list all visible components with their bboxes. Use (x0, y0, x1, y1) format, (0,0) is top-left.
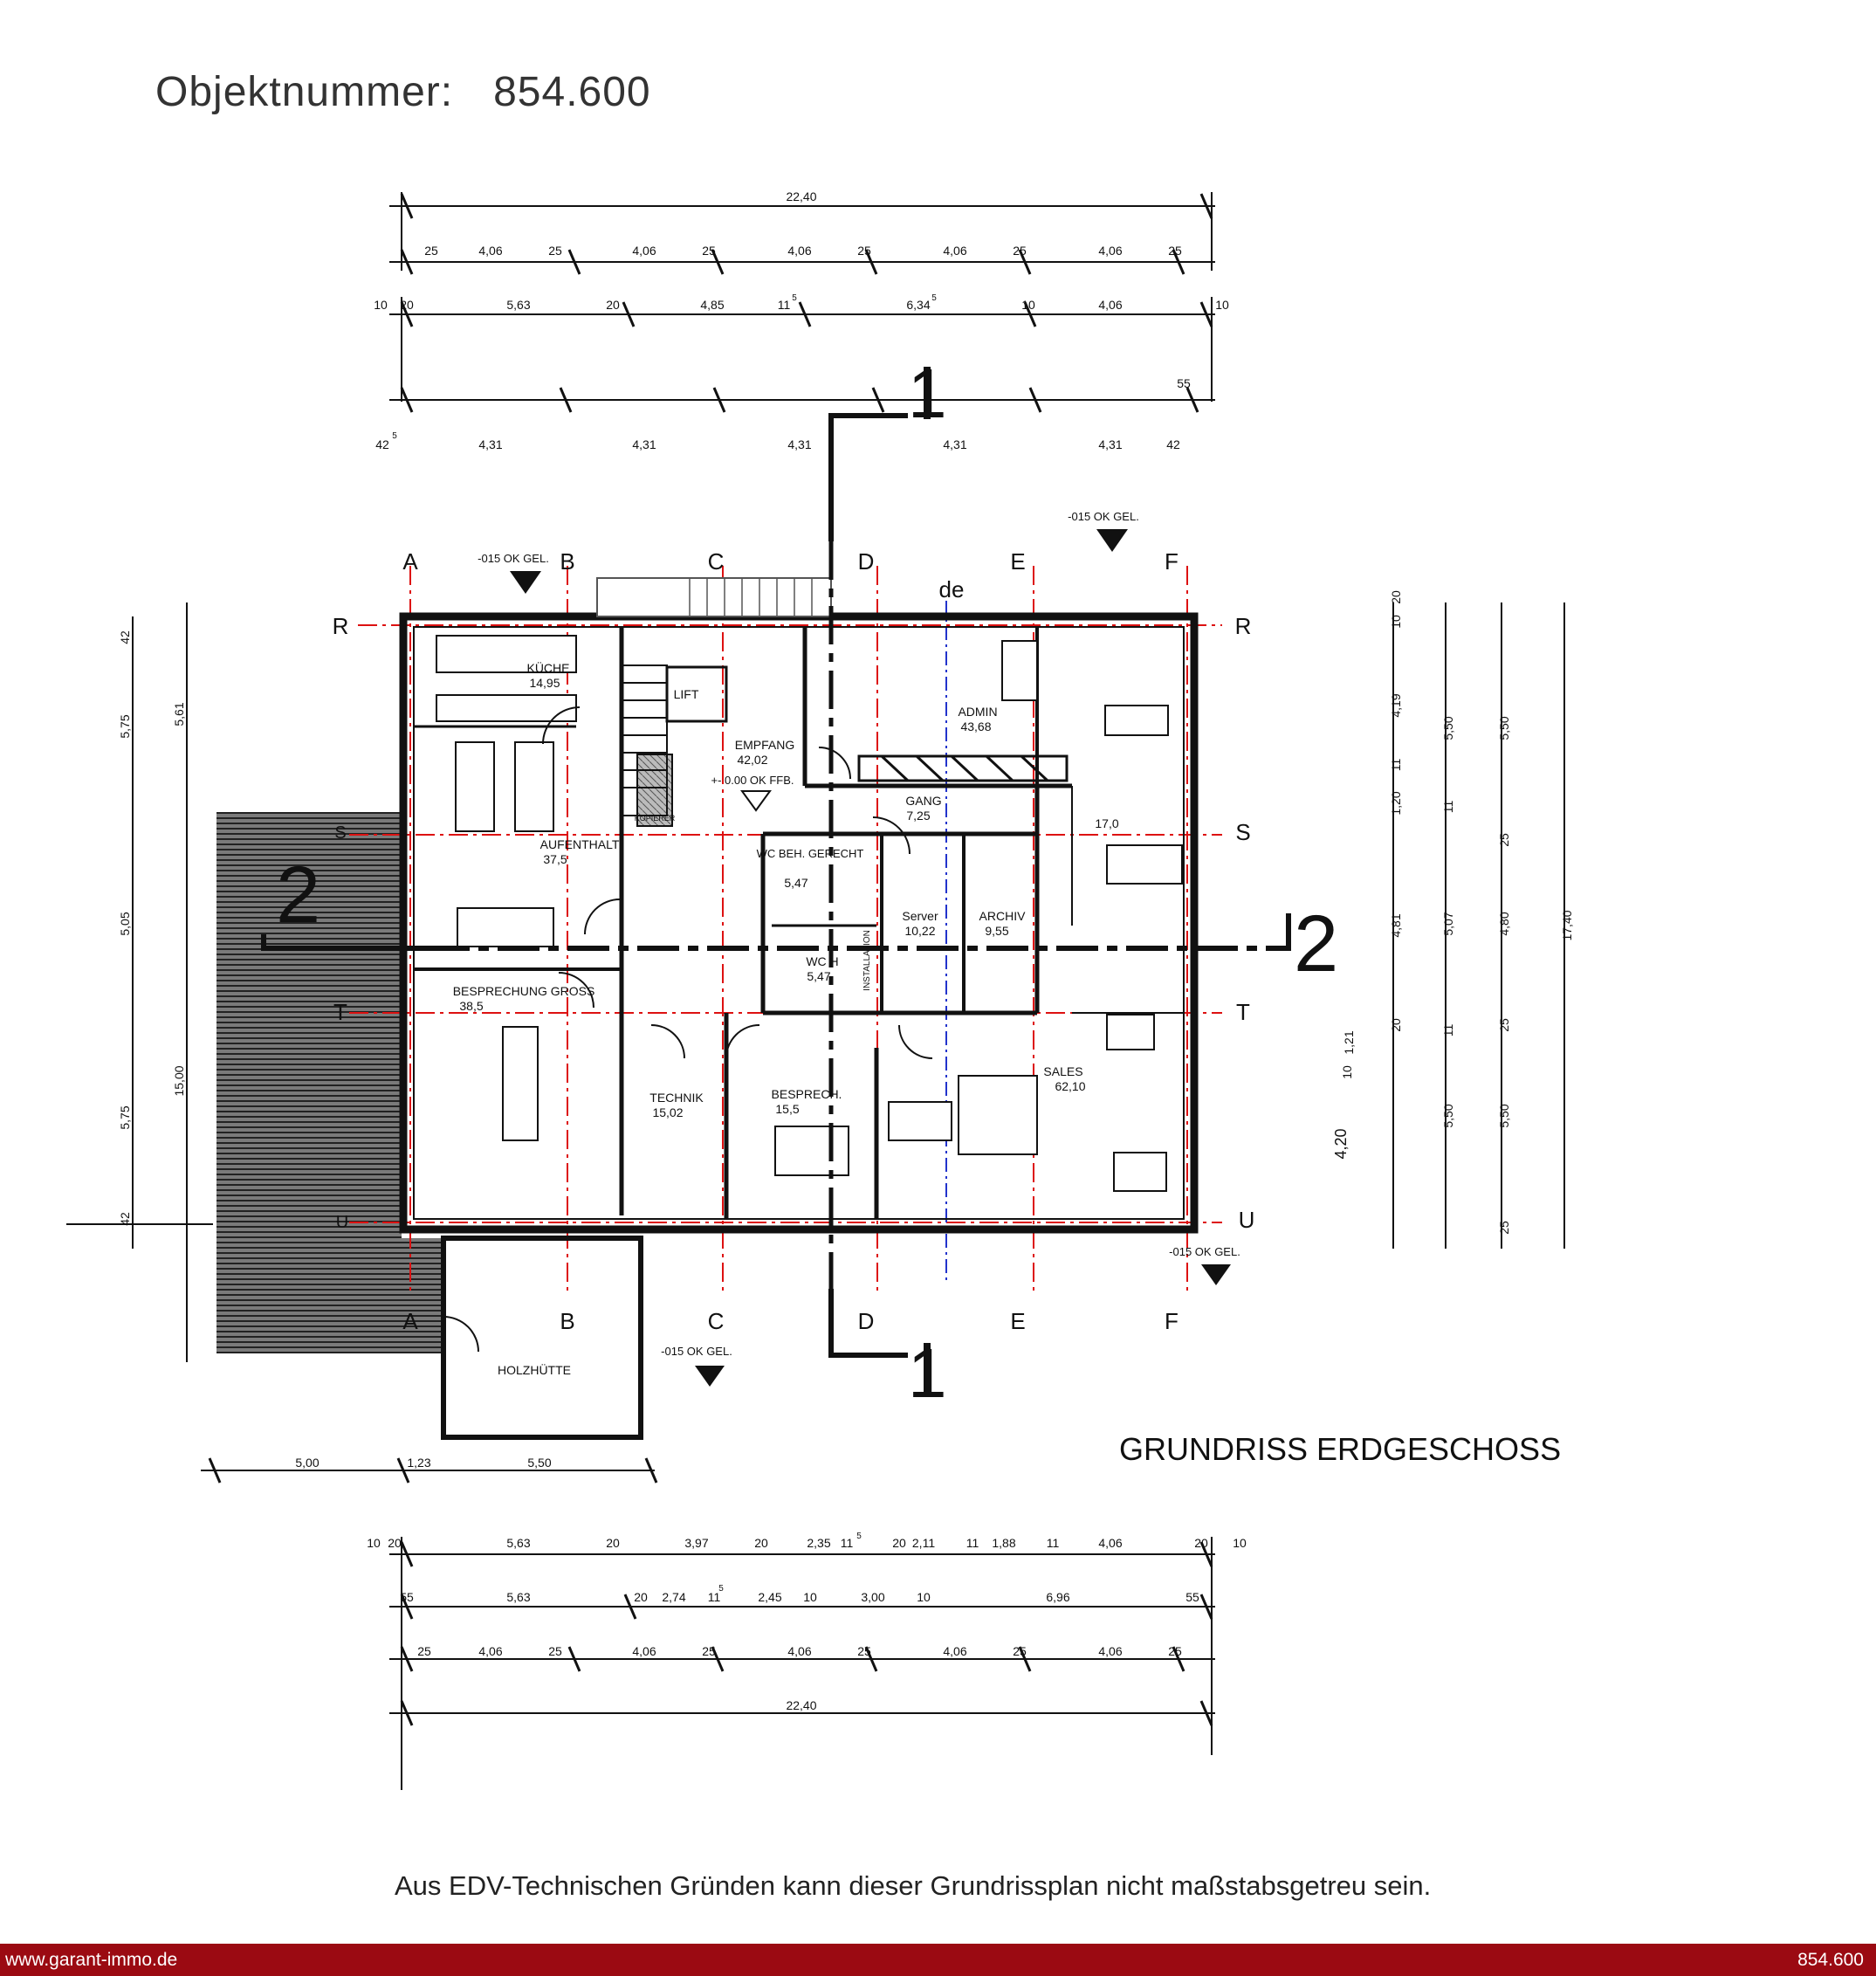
dim-top-r1-10: 25 (1168, 244, 1182, 258)
dim-top-r2-1: 20 (400, 298, 414, 312)
dim-bot-r1-6: 2,35 (807, 1536, 831, 1550)
axis-row-s-right: S (1235, 819, 1251, 845)
section-line-1 (831, 367, 927, 1395)
terrace-strip (402, 1238, 443, 1353)
dim-left-1: 5,75 (118, 714, 132, 739)
dim-top-55: 55 (1177, 376, 1191, 390)
dim-top-r1-7: 4,06 (943, 244, 967, 258)
dim-bot-r2-6: 10 (803, 1590, 817, 1604)
dim-bot-r1-0: 10 (367, 1536, 381, 1550)
section-2-mark-right: 2 (1294, 899, 1339, 988)
dim-top-r2-3: 20 (606, 298, 620, 312)
dim-bot-r1-12: 11 (1046, 1536, 1060, 1550)
dim-right1-1: 10 (1389, 615, 1403, 629)
dim-left-2: 5,05 (118, 912, 132, 936)
dim-top-r3-3: 4,31 (787, 437, 812, 451)
entrance-steps (597, 578, 831, 616)
dim-bot-r3-9: 4,06 (1098, 1644, 1123, 1658)
dim-top-r2-7: 10 (1021, 298, 1035, 312)
room-technik-name: TECHNIK (649, 1091, 704, 1105)
axis-col-f-bottom: F (1165, 1308, 1179, 1334)
dim-right-total: 17,40 (1560, 910, 1574, 941)
room-admin-area: 43,68 (960, 719, 992, 733)
dim-bot-r1-2: 5,63 (506, 1536, 531, 1550)
axis-row-u-left: U (335, 1213, 349, 1232)
dim-bot-r1-sup: 5 (856, 1532, 862, 1541)
axis-row-s-left: S (334, 823, 347, 843)
room-besprechung-gross-name: BESPRECHUNG GROSS (452, 984, 595, 998)
dim-holz-1: 1,23 (407, 1456, 431, 1470)
dim-top-r3-4: 4,31 (943, 437, 967, 451)
dim-right1-5: 4,81 (1389, 913, 1403, 938)
label-installation: INSTALLATION (862, 930, 872, 991)
footer-number: 854.600 (1797, 1950, 1864, 1970)
room-gang-area: 7,25 (906, 809, 931, 823)
holzhuette-door (443, 1317, 478, 1352)
dim-right3-0: 5,50 (1497, 716, 1511, 740)
dim-right1-3: 11 (1389, 758, 1403, 772)
room-kueche-name: KÜCHE (526, 661, 570, 675)
axis-col-a-bottom: A (402, 1308, 418, 1334)
axis-col-b-top: B (560, 548, 575, 575)
dim-bot-r2-0: 55 (400, 1590, 414, 1604)
dim-bot-r1-11: 1,88 (992, 1536, 1016, 1550)
dim-right2-3: 11 (1441, 1023, 1455, 1037)
dim-top-r1-4: 25 (702, 244, 716, 258)
axis-col-c-top: C (707, 548, 725, 575)
axis-col-d-bottom: D (857, 1308, 875, 1334)
axis-col-e-top: E (1010, 548, 1026, 575)
holzhuette-outline (443, 1238, 641, 1437)
room-besprechung-gross-area: 38,5 (459, 999, 484, 1013)
dim-bot-r2-7: 3,00 (861, 1590, 885, 1604)
level-label-2: -015 OK GEL. (1068, 510, 1139, 523)
level-label-3: -015 OK GEL. (1169, 1245, 1240, 1258)
room-sales-area: 62,10 (1055, 1079, 1086, 1093)
dim-bot-r3-2: 25 (548, 1644, 562, 1658)
dim-bot-r3-7: 4,06 (943, 1644, 967, 1658)
dim-top-r3-5: 4,31 (1098, 437, 1123, 451)
section-2-mark-left: 2 (276, 850, 321, 940)
dim-right3-4: 5,50 (1497, 1104, 1511, 1128)
dim-bot-r1-14: 20 (1194, 1536, 1208, 1550)
dim-right3-5: 25 (1497, 1221, 1511, 1235)
dim-top-r1-2: 25 (548, 244, 562, 258)
dim-top-r3-2: 4,31 (632, 437, 656, 451)
level-triangle-2 (1096, 529, 1128, 552)
room-besprech-name: BESPRECH. (771, 1087, 842, 1101)
dim-top-r2-sup-a: 5 (792, 293, 797, 303)
dim-bot-r3-4: 25 (702, 1644, 716, 1658)
dim-top-r1-8: 25 (1013, 244, 1027, 258)
label-kopierer: KOPIERER (634, 814, 676, 823)
dim-bot-r1-15: 10 (1233, 1536, 1247, 1550)
axis-col-c-bottom: C (707, 1308, 725, 1334)
object-number-label: Objektnummer: (155, 69, 454, 115)
dim-top-r1-0: 25 (424, 244, 438, 258)
room-empfang-name: EMPFANG (734, 738, 795, 752)
dim-bot-r1-8: 20 (892, 1536, 906, 1550)
dim-bot-r3-1: 4,06 (478, 1644, 503, 1658)
dim-left-inner-0: 5,61 (172, 702, 186, 726)
room-besprech-area: 15,5 (775, 1102, 800, 1116)
dim-right1-2: 4,19 (1389, 693, 1403, 718)
footer-website: www.garant-immo.de (5, 1950, 178, 1970)
room-sales-name: SALES (1043, 1064, 1083, 1078)
dim-left-4: 42 (118, 1212, 132, 1226)
dim-bot-r1-9: 2,11 (911, 1536, 936, 1550)
room-server-area: 10,22 (904, 924, 936, 938)
dim-top-r3-0: 42 (375, 437, 389, 451)
dim-right3-1: 25 (1497, 833, 1511, 847)
dim-right1-0: 20 (1389, 590, 1403, 604)
room-archiv-area: 9,55 (985, 924, 1009, 938)
dim-top-r2-4: 4,85 (700, 298, 725, 312)
dim-bottom-total: 22,40 (786, 1698, 817, 1712)
dim-right2-1: 11 (1441, 800, 1455, 814)
dim-top-r1-5: 4,06 (787, 244, 812, 258)
room-lift-name: LIFT (673, 687, 699, 701)
dim-bot-r2-2: 20 (634, 1590, 648, 1604)
dim-bot-r1-5: 20 (754, 1536, 768, 1550)
dim-left-inner-1: 15,00 (172, 1065, 186, 1097)
dim-right2-4: 5,50 (1441, 1104, 1455, 1128)
level-triangle-ffb (742, 791, 770, 810)
dim-bot-r2-4: 11 (707, 1590, 721, 1604)
room-office-area: 17,0 (1095, 816, 1119, 830)
room-aufenthalt-area: 37,5 (543, 852, 567, 866)
axis-col-e-bottom: E (1010, 1308, 1026, 1334)
dim-bot-r2-8: 10 (917, 1590, 931, 1604)
dim-right1-4: 1,20 (1389, 791, 1403, 816)
level-triangle-3 (1201, 1264, 1231, 1285)
dim-right1-7: 10 (1340, 1065, 1354, 1079)
dim-bot-r3-10: 25 (1168, 1644, 1182, 1658)
dim-top-r1-9: 4,06 (1098, 244, 1123, 258)
dim-holz-2: 5,50 (527, 1456, 552, 1470)
dim-top-r2-9: 10 (1215, 298, 1229, 312)
dim-top-r2-6: 6,34 (906, 298, 931, 312)
room-wc-h-name: WC H (806, 954, 839, 968)
dim-top-r1-1: 4,06 (478, 244, 503, 258)
dim-right1-6: 20 (1389, 1018, 1403, 1032)
dim-bot-r3-8: 25 (1013, 1644, 1027, 1658)
dim-right1-8: 1,21 (1342, 1030, 1356, 1055)
dim-bot-r3-6: 25 (857, 1644, 871, 1658)
level-triangle-1 (510, 571, 541, 594)
dim-bot-r3-0: 25 (417, 1644, 431, 1658)
axis-col-b-bottom: B (560, 1308, 575, 1334)
dim-top-r1-3: 4,06 (632, 244, 656, 258)
dim-top-r3-6: 42 (1166, 437, 1180, 451)
room-wc-h-area: 5,47 (807, 969, 831, 983)
disclaimer-text: Aus EDV-Technischen Gründen kann dieser Grundrissplan nicht maßstabsgetreu sein. (395, 1870, 1432, 1901)
room-holzhuette-name: HOLZHÜTTE (498, 1363, 571, 1377)
axis-extra-de: de (938, 576, 965, 602)
dim-top-total: 22,40 (786, 189, 817, 203)
object-number-value: 854.600 (493, 69, 651, 115)
section-line-2 (264, 913, 1288, 948)
axis-col-f-top: F (1165, 548, 1179, 575)
room-gang-name: GANG (905, 794, 942, 808)
level-triangle-4 (695, 1366, 725, 1387)
room-wc-beh-name: WC BEH. GERECHT (756, 847, 864, 860)
room-technik-area: 15,02 (652, 1105, 684, 1119)
level-label-4: -015 OK GEL. (661, 1345, 732, 1358)
dim-top-r3-1: 4,31 (478, 437, 503, 451)
section-1-mark-bottom: 1 (908, 1334, 947, 1412)
dim-bot-r1-13: 4,06 (1098, 1536, 1123, 1550)
dim-bot-r2-9: 6,96 (1046, 1590, 1070, 1604)
dim-top-r2-8: 4,06 (1098, 298, 1123, 312)
dim-bot-r2-3: 2,74 (662, 1590, 686, 1604)
dim-top-r2-5: 11 (777, 298, 791, 312)
dim-right3-2: 4,80 (1497, 912, 1511, 936)
dim-right2-2: 5,07 (1441, 912, 1455, 936)
dim-right2-0: 5,50 (1441, 716, 1455, 740)
dim-holz-0: 5,00 (295, 1456, 320, 1470)
axis-row-t-left: T (333, 999, 347, 1025)
dim-right1-9: 4,20 (1332, 1128, 1350, 1160)
dim-top-r2-2: 5,63 (506, 298, 531, 312)
section-1-mark-top: 1 (908, 355, 947, 432)
dim-top-r3-sup: 5 (392, 431, 397, 441)
level-label-ffb: +- 0.00 OK FFB. (711, 774, 794, 787)
dim-bot-r3-3: 4,06 (632, 1644, 656, 1658)
axis-row-r-right: R (1234, 613, 1252, 639)
dim-top-r2-sup-b: 5 (931, 293, 937, 303)
axis-row-t-right: T (1236, 999, 1250, 1025)
axis-row-u-right: U (1238, 1207, 1255, 1233)
dim-bot-r2-sup: 5 (718, 1584, 724, 1594)
plan-title: GRUNDRISS ERDGESCHOSS (1119, 1431, 1562, 1467)
dim-bot-r1-3: 20 (606, 1536, 620, 1550)
axis-col-d-top: D (857, 548, 875, 575)
room-admin-name: ADMIN (958, 705, 998, 719)
dim-bot-r1-4: 3,97 (684, 1536, 709, 1550)
dim-bot-r1-10: 11 (965, 1536, 979, 1550)
dim-top-r2-0: 10 (374, 298, 388, 312)
dim-top-r1-6: 25 (857, 244, 871, 258)
dim-bot-r1-7: 11 (840, 1536, 854, 1550)
dim-bot-r2-10: 55 (1185, 1590, 1199, 1604)
room-wc-beh-area: 5,47 (784, 876, 808, 890)
dim-left-0: 42 (118, 630, 132, 644)
axis-col-a-top: A (402, 548, 418, 575)
dim-bot-r2-1: 5,63 (506, 1590, 531, 1604)
dim-bot-r3-5: 4,06 (787, 1644, 812, 1658)
dim-right3-3: 25 (1497, 1018, 1511, 1032)
furniture (436, 636, 1182, 1191)
room-archiv-name: ARCHIV (979, 909, 1026, 923)
axis-row-r-left: R (332, 613, 349, 639)
dim-bot-r2-5: 2,45 (758, 1590, 782, 1604)
room-kueche-area: 14,95 (529, 676, 560, 690)
room-server-name: Server (902, 909, 938, 923)
footer-bar (0, 1944, 1876, 1976)
level-label-1: -015 OK GEL. (478, 552, 549, 565)
room-empfang-area: 42,02 (737, 753, 768, 767)
dim-bot-r1-1: 20 (388, 1536, 402, 1550)
room-aufenthalt-name: AUFENTHALT (539, 837, 620, 851)
dim-left-3: 5,75 (118, 1105, 132, 1130)
